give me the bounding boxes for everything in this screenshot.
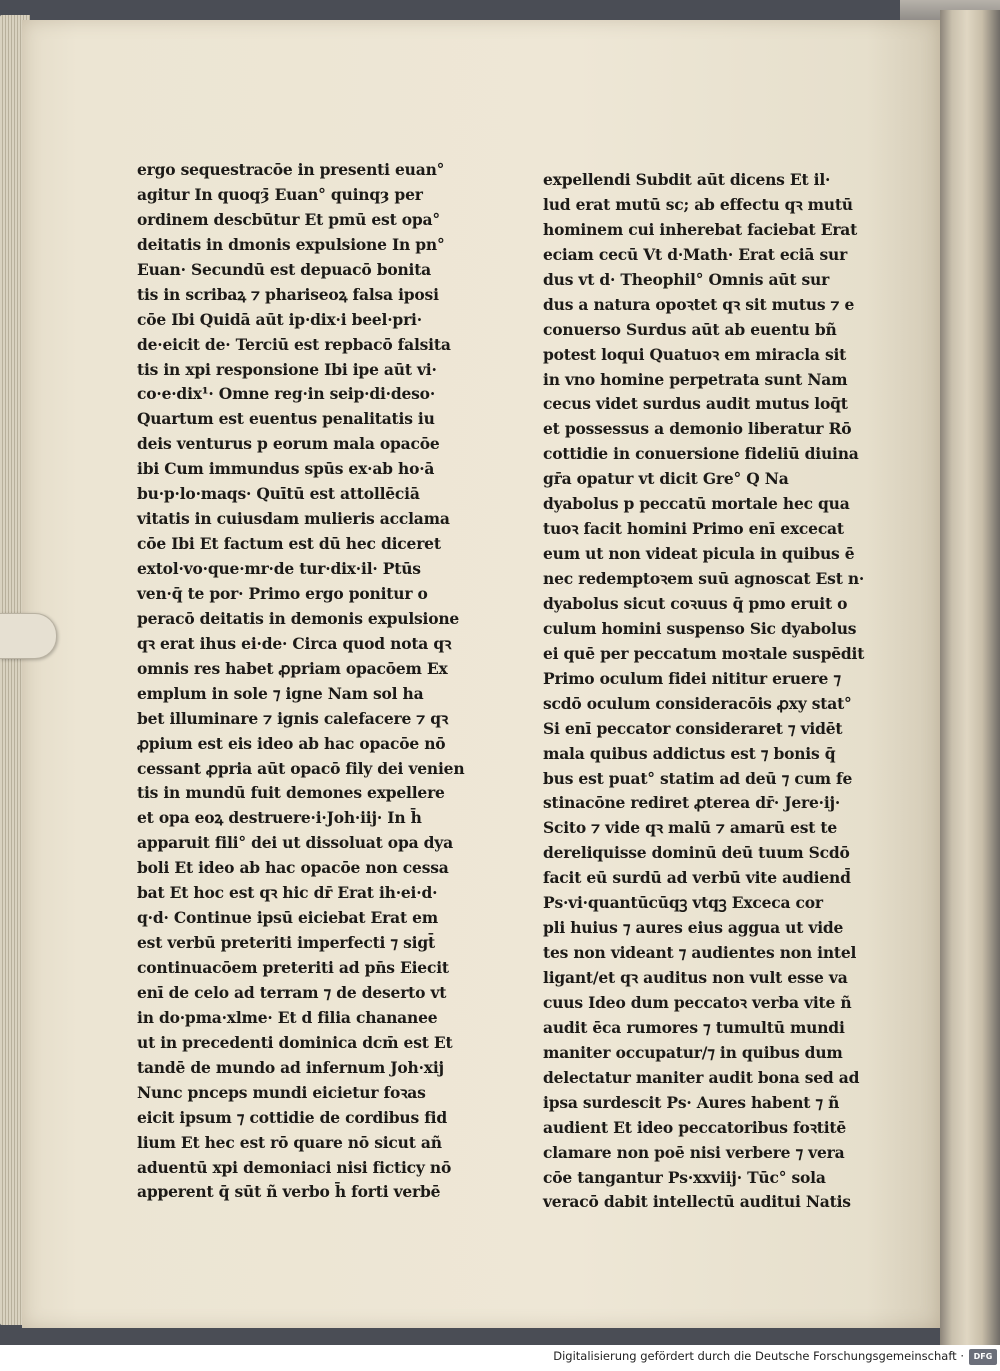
text-line: Quartum est euentus penalitatis iu bbox=[137, 409, 435, 429]
text-line: pli huius ⁊ aures eius aggua ut vide bbox=[543, 918, 844, 938]
text-line: aduentū xpi demoniaci nisi ficticy nō bbox=[137, 1157, 452, 1177]
text-line: lud erat mutū sc; ab effectu qꝛ mutū bbox=[543, 194, 853, 214]
text-line: potest loqui Quatuoꝛ em miracla sit bbox=[543, 344, 847, 364]
page-marker-tab bbox=[0, 613, 57, 659]
funding-credit: Digitalisierung gefördert durch die Deutsche Forschungsgemeinschaft · bbox=[553, 1349, 964, 1363]
text-line: ven·q̄ te por· Primo ergo ponitur o bbox=[137, 583, 428, 603]
text-line: cuus Ideo dum peccatoꝛ verba vite ñ bbox=[543, 992, 852, 1012]
text-line: peracō deitatis in demonis expulsione bbox=[137, 608, 460, 628]
text-line: deis venturus p eorum mala opacōe bbox=[137, 434, 440, 454]
text-line: conuerso Surdus aūt ab euentu bñ bbox=[543, 319, 837, 339]
text-line: bet illuminare ⁊ ignis calefacere ⁊ qꝛ bbox=[137, 708, 448, 728]
text-line: cecus videt surdus audit mutus loq̄t bbox=[543, 394, 848, 414]
text-line: cōe Ibi Et factum est dū hec diceret bbox=[137, 534, 441, 554]
text-line: emplum in sole ⁊ igne Nam sol ha bbox=[137, 683, 424, 703]
text-line: tis in mundū fuit demones expellere bbox=[137, 783, 445, 803]
text-line: q·d· Continue ipsū eiciebat Erat em bbox=[137, 908, 438, 928]
text-line: expellendi Subdit aūt dicens Et il· bbox=[543, 170, 831, 189]
text-column-right bbox=[543, 168, 864, 1215]
text-line: ipsa surdescit Ps· Aures habent ⁊ ñ bbox=[543, 1092, 840, 1112]
text-line: Primo oculum fidei nititur eruere ⁊ bbox=[543, 668, 841, 688]
text-line: bu·p·lo·maqs· Quītū est attollēciā bbox=[137, 484, 420, 504]
text-line: et opa eoꝝ destruere·i·Joh·iij· In h̄ bbox=[137, 808, 422, 828]
text-line: deitatis in dmonis expulsione In pn° bbox=[137, 234, 445, 254]
text-line: mala quibus addictus est ⁊ bonis q̄ bbox=[543, 743, 836, 763]
text-line: bus est puat° statim ad deū ⁊ cum fe bbox=[543, 768, 853, 788]
text-line: apperent q̄ sūt ñ verbo h̄ forti verbē bbox=[137, 1182, 441, 1202]
text-line: clamare non poē nisi verbere ⁊ vera bbox=[543, 1142, 845, 1162]
text-line: et possessus a demonio liberatur Rō bbox=[543, 419, 852, 439]
text-line: enī de celo ad terram ⁊ de deserto vt bbox=[137, 982, 447, 1002]
text-line: in do·pma·xlme· Et d filia chananee bbox=[137, 1007, 438, 1027]
text-line: lium Et hec est rō quare nō sicut añ bbox=[137, 1132, 442, 1152]
text-line: culum homini suspenso Sic dyabolus bbox=[543, 618, 857, 638]
text-line: gr̄a opatur vt dicit Gre° Q Na bbox=[543, 469, 789, 489]
text-line: dus vt d· Theophil° Omnis aūt sur bbox=[543, 269, 830, 289]
text-line: ut in precedenti dominica dcm̄ est Et bbox=[137, 1032, 453, 1052]
text-line: ei quē per peccatum moꝛtale suspēdit bbox=[543, 643, 865, 663]
text-line: omnis res habet ꝓpriam opacōem Ex bbox=[137, 658, 448, 678]
text-line: Euan· Secundū est depuacō bonita bbox=[137, 259, 432, 279]
text-line: nec redemptoꝛem suū agnoscat Est n· bbox=[543, 569, 865, 588]
text-line: boli Et ideo ab hac opacōe non cessa bbox=[137, 858, 449, 878]
text-line: eicit ipsum ⁊ cottidie de cordibus fid bbox=[137, 1107, 448, 1127]
text-line: ibi Cum immundus spūs ex·ab ho·ā bbox=[137, 459, 435, 479]
text-line: eum ut non videat picula in quibus ē bbox=[543, 544, 855, 564]
text-line: agitur In quoqȝ̄ Euan° quinqȝ per bbox=[137, 184, 423, 204]
text-line: ergo sequestracōe in presenti euan° bbox=[137, 160, 445, 179]
text-line: Scito ⁊ vide qꝛ malū ⁊ amarū est te bbox=[543, 818, 837, 838]
text-line: in vno homine perpetrata sunt Nam bbox=[543, 369, 848, 389]
text-line: stinacōne rediret ꝓterea dr̄· Jere·ij· bbox=[543, 793, 841, 813]
text-line: tis in scribaꝝ ⁊ phariseoꝝ falsa iposi bbox=[137, 284, 439, 304]
text-line: hominem cui inherebat faciebat Erat bbox=[543, 219, 858, 239]
text-line: cessant ꝓpria aūt opacō fily dei venien bbox=[137, 758, 465, 778]
text-line: dereliquisse dominū deū tuum Scdō bbox=[543, 843, 850, 863]
text-line: Nunc pnceps mundi eicietur foꝛas bbox=[137, 1082, 426, 1102]
text-line: cottidie in conuersione fideliū diuina bbox=[543, 444, 859, 464]
text-line: bat Et hoc est qꝛ hic dr̄ Erat ih·ei·d· bbox=[137, 883, 438, 903]
text-line: dyabolus p peccatū mortale hec qua bbox=[543, 494, 850, 514]
text-line: continuacōem preteriti ad pn̄s Eiecit bbox=[137, 958, 449, 977]
text-line: ꝓpium est eis ideo ab hac opacōe nō bbox=[137, 733, 446, 753]
text-line: audient Et ideo peccatoribus foꝛtitē bbox=[543, 1117, 847, 1137]
dfg-logo: DFG bbox=[969, 1349, 997, 1365]
text-line: cōe tangantur Ps·xxviij· Tūc° sola bbox=[543, 1167, 826, 1187]
text-line: ordinem descbūtur Et pmū est opa° bbox=[137, 209, 440, 229]
text-line: de·eicit de· Terciū est repbacō falsita bbox=[137, 334, 451, 354]
text-line: co·e·dix¹· Omne reg·in seip·di·deso· bbox=[137, 384, 436, 404]
text-line: tes non videant ⁊ audientes non intel bbox=[543, 943, 857, 963]
book-spine bbox=[940, 10, 1000, 1345]
text-line: Ps·vi·quantūcūqꝫ vtqꝫ Excecа cor bbox=[543, 893, 823, 913]
text-line: scdō oculum consideracōis ꝓxy stat° bbox=[543, 693, 852, 713]
text-line: est verbū preteriti imperfecti ⁊ sigt̄ bbox=[137, 933, 435, 953]
text-line: Si enī peccator consideraret ⁊ vidēt bbox=[543, 718, 843, 738]
text-line: apparuit fili° dei ut dissoluat opa dya bbox=[137, 833, 453, 853]
text-line: tis in xpi responsione Ibi ipe aūt vi· bbox=[137, 359, 437, 379]
text-line: delectatur maniter audit bona sed ad bbox=[543, 1067, 860, 1087]
text-line: tandē de mundo ad infernum Joh·xij bbox=[137, 1057, 444, 1077]
text-line: veracō dabit intellectū auditui Natis bbox=[543, 1192, 851, 1212]
text-column-left bbox=[137, 158, 464, 1205]
text-line: qꝛ erat ihus ei·de· Circa quod nota qꝛ bbox=[137, 633, 452, 653]
text-line: maniter occupatur/⁊ in quibus dum bbox=[543, 1042, 843, 1062]
text-line: audit ēca rumores ⁊ tumultū mundi bbox=[543, 1017, 845, 1037]
text-line: ligant/et qꝛ auditus non vult esse va bbox=[543, 968, 848, 987]
text-line: tuoꝛ facit homini Primo enī excecat bbox=[543, 519, 844, 539]
text-line: cōe Ibi Quidā aūt ip·dix·i beel·pri· bbox=[137, 309, 422, 329]
footer-bar bbox=[0, 1345, 1000, 1371]
text-line: facit eū surdū ad verbū vite audiend̄ bbox=[543, 868, 851, 888]
text-line: dyabolus sicut coꝛuus q̄ pmo eruit o bbox=[543, 593, 848, 613]
text-line: eciam cecū Vt d·Math· Erat eciā sur bbox=[543, 244, 848, 264]
text-line: vitatis in cuiusdam mulieris acclama bbox=[137, 509, 450, 529]
text-line: extol·vo·que·mr·de tur·dix·il· Ptūs bbox=[137, 559, 421, 578]
text-line: dus a natura opoꝛtet qꝛ sit mutus ⁊ e bbox=[543, 294, 855, 314]
